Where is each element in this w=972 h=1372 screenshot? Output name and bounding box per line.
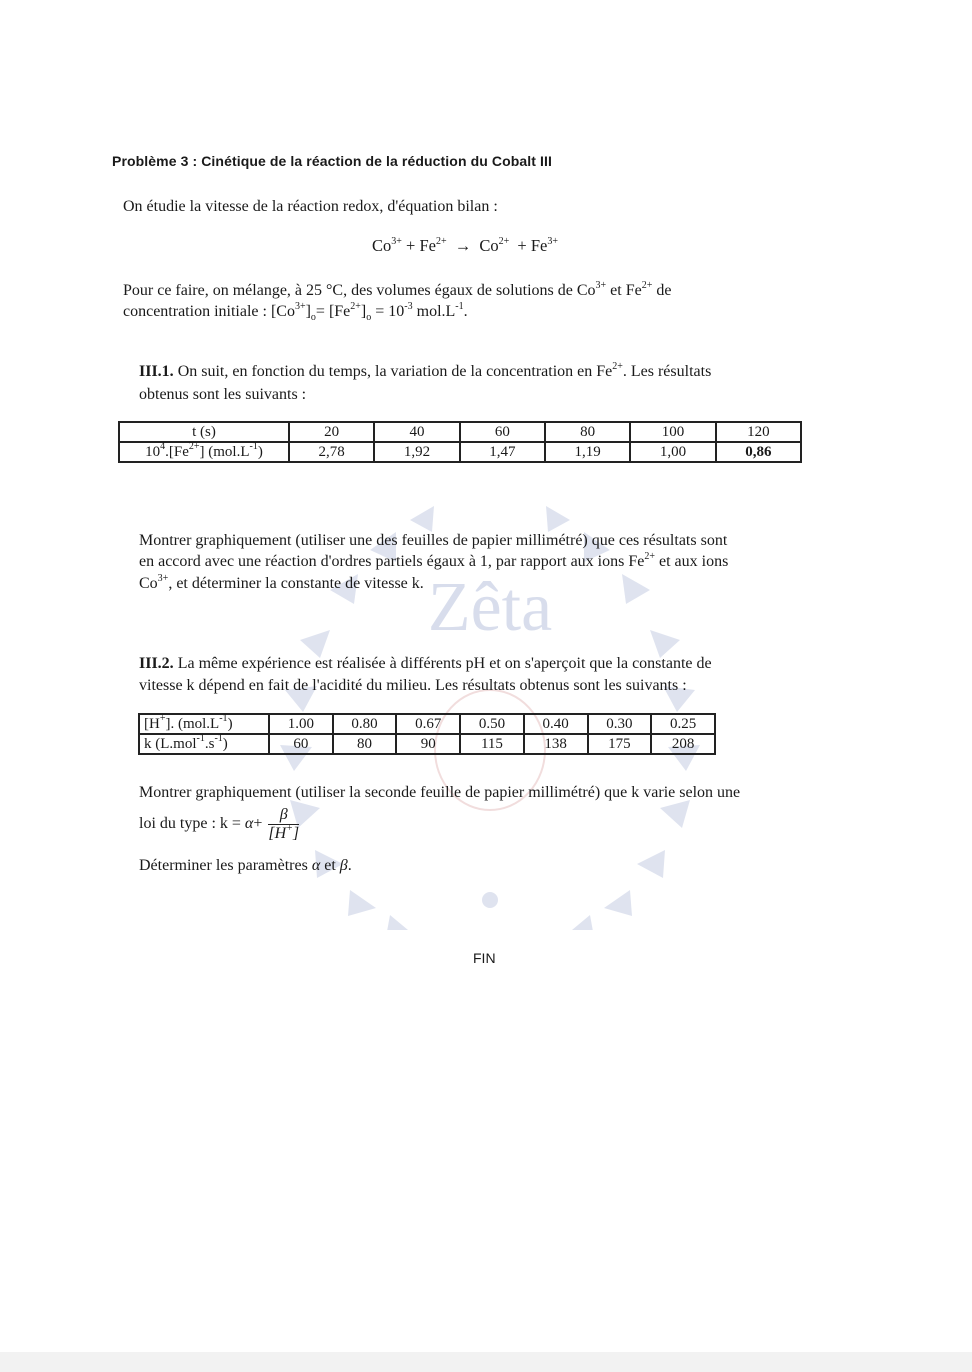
q1-task-line1: Montrer graphiquement (utiliser une des feuilles de papier millimétré) que ces résultats sont bbox=[139, 532, 728, 549]
fraction-beta-over-h: $\frac{\beta}{[H^+]}$ bbox=[268, 806, 300, 842]
q1-data-table bbox=[118, 421, 802, 463]
table-row bbox=[119, 422, 801, 442]
table-cell: 0.50 bbox=[460, 714, 524, 734]
table-cell: 1,92 bbox=[374, 442, 459, 462]
problem-title: Problème 3 : Cinétique de la réaction de la réduction du Cobalt III bbox=[112, 153, 552, 169]
table-cell: 0.80 bbox=[333, 714, 397, 734]
end-marker: FIN bbox=[473, 950, 496, 966]
table-cell: 175 bbox=[588, 734, 652, 754]
table-cell: 80 bbox=[333, 734, 397, 754]
table-cell: 1,00 bbox=[630, 442, 715, 462]
q2-task-line1: Montrer graphiquement (utiliser la seconde feuille de papier millimétré) que k varie selon une bbox=[139, 784, 741, 801]
table-header-hplus: [H+]. $(mol.L^{-1})$ bbox=[139, 714, 269, 734]
table-cell: 80 bbox=[545, 422, 630, 442]
q2-task-line3: Déterminer les paramètres α et β. bbox=[139, 857, 352, 874]
table-cell: 100 bbox=[630, 422, 715, 442]
setup-paragraph: Pour ce faire, on mélange, à 25 °C, des volumes égaux de solutions de $Co^{3+}$ et $Fe^{2+}$ de bbox=[123, 279, 672, 299]
table-cell: 20 bbox=[289, 422, 374, 442]
table-cell: 0,86 bbox=[716, 442, 801, 462]
table-cell: 115 bbox=[460, 734, 524, 754]
q1-task-line3: $Co^{3+}$, et déterminer la constante de vitesse k. bbox=[139, 572, 424, 592]
reaction-equation: $Co^{3+} + Fe^{2+} \to Co^{2+} + Fe^{3+}$ bbox=[372, 235, 558, 255]
q2-data-table bbox=[138, 713, 716, 755]
table-cell: 1.00 bbox=[269, 714, 333, 734]
table-cell: 1,19 bbox=[545, 442, 630, 462]
q1-task-line2: en accord avec une réaction d'ordres partiels égaux à 1, par rapport aux ions $Fe^{2+}$ et aux ions bbox=[139, 550, 729, 570]
table-cell: 40 bbox=[374, 422, 459, 442]
table-cell: 60 bbox=[269, 734, 333, 754]
table-cell: 120 bbox=[716, 422, 801, 442]
page-bottom-edge bbox=[0, 1352, 972, 1372]
svg-text:Zêta: Zêta bbox=[427, 569, 553, 646]
q1-statement-line2: obtenus sont les suivants : bbox=[139, 386, 307, 403]
table-cell: 0.67 bbox=[396, 714, 460, 734]
q2-statement-line2: vitesse k dépend en fait de l'acidité du milieu. Les résultats obtenus sont les suivants : bbox=[139, 677, 687, 694]
table-cell: 60 bbox=[460, 422, 545, 442]
table-row bbox=[119, 442, 801, 462]
table-cell: 1,47 bbox=[460, 442, 545, 462]
setup-concentration: concentration initiale : $[Co^{3+}]_o= [Fe^{2+}]_o = 10^{-3}$ $mol.L^{-1}$. bbox=[123, 300, 468, 324]
table-cell: 2,78 bbox=[289, 442, 374, 462]
table-header-time: t (s) bbox=[119, 422, 289, 442]
table-cell: 90 bbox=[396, 734, 460, 754]
table-row bbox=[139, 714, 715, 734]
table-header-k: k $(L.mol^{-1}.s^{-1})$ bbox=[139, 734, 269, 754]
table-row bbox=[139, 734, 715, 754]
table-cell: 208 bbox=[651, 734, 715, 754]
q2-statement: III.2. La même expérience est réalisée à différents pH et on s'aperçoit que la constante de bbox=[139, 655, 712, 672]
q2-law-formula: loi du type : k = α+ $\frac{\beta}{[H^+]}$ bbox=[139, 806, 300, 842]
q1-statement: III.1. On suit, en fonction du temps, la variation de la concentration en $Fe^{2+}$. Les résultats bbox=[139, 360, 712, 380]
table-cell: 0.30 bbox=[588, 714, 652, 734]
table-cell: 0.40 bbox=[524, 714, 588, 734]
table-header-concentration: $10^4.[Fe^{2+}]$ $(mol.L^{-1})$ bbox=[119, 442, 289, 462]
table-cell: 0.25 bbox=[651, 714, 715, 734]
intro-text: On étudie la vitesse de la réaction redox, d'équation bilan : bbox=[123, 198, 498, 215]
table-cell: 138 bbox=[524, 734, 588, 754]
